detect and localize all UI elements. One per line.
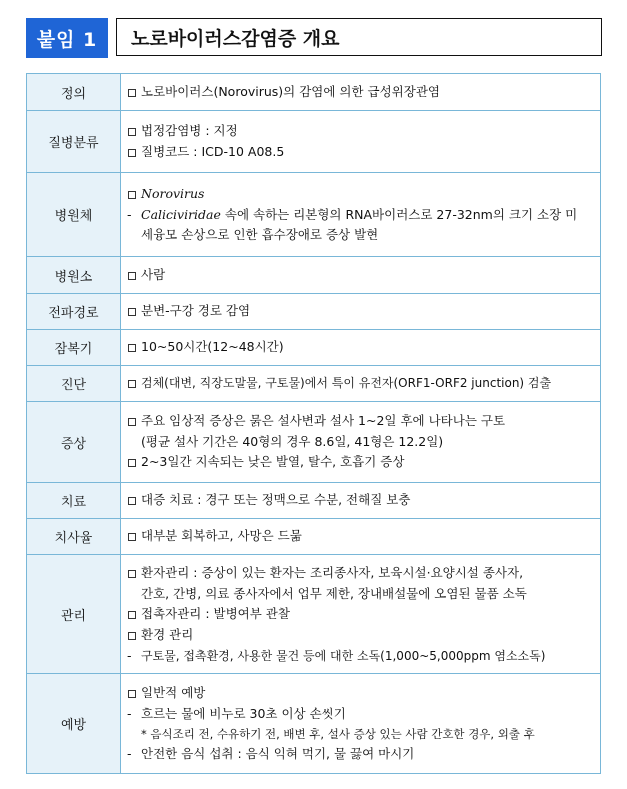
fatality-text: 대부분 회복하고, 사망은 드묾 xyxy=(141,528,302,543)
checkbox-bullet-icon xyxy=(127,337,141,358)
disease-code-text: 질병코드 : ICD-10 A08.5 xyxy=(141,143,285,159)
pathogen-name: Norovirus xyxy=(141,186,205,201)
checkbox-bullet-icon xyxy=(127,683,141,704)
incubation-text: 10~50시간(12~48시간) xyxy=(141,339,284,354)
row-classification xyxy=(27,111,601,173)
attachment-badge: 붙임 1 xyxy=(26,18,108,58)
patient-management-text: 환자관리 : 증상이 있는 환자는 조리종사자, 보육시설·요양시설 종사자, xyxy=(141,564,524,580)
row-treatment xyxy=(27,483,601,519)
row-label: 병원체 xyxy=(27,173,121,257)
handwashing-text: 흐르는 물에 비누로 30초 이상 손씻기 xyxy=(141,706,346,721)
row-label: 질병분류 xyxy=(27,111,121,173)
reservoir-text: 사람 xyxy=(141,266,166,282)
pathogen-description-cont: 세융모 손상으로 인한 흡수장애로 증상 발현 xyxy=(141,227,379,242)
diagnosis-text: 검체(대변, 직장도말물, 구토물)에서 특이 유전자(ORF1-ORF2 junction) 검출 xyxy=(141,376,552,390)
row-content xyxy=(121,674,601,774)
row-label: 병원소 xyxy=(27,257,121,294)
row-label: 예방 xyxy=(27,674,121,774)
row-content xyxy=(121,330,601,366)
checkbox-bullet-icon xyxy=(127,373,141,394)
disinfection-text: 구토물, 접촉환경, 사용한 물건 등에 대한 소독(1,000~5,000ppm 염소소독) xyxy=(141,648,546,663)
row-content xyxy=(121,294,601,330)
checkbox-bullet-icon xyxy=(127,625,141,646)
row-fatality xyxy=(27,519,601,555)
page-title xyxy=(116,18,602,56)
safe-food-text: 안전한 음식 섭취 : 음식 익혀 먹기, 물 끓여 마시기 xyxy=(141,746,415,761)
row-content xyxy=(121,173,601,257)
legal-status-text: 법정감염병 : 지정 xyxy=(141,122,238,138)
environment-management-text: 환경 관리 xyxy=(141,626,194,642)
row-label: 증상 xyxy=(27,402,121,483)
checkbox-bullet-icon xyxy=(127,82,141,103)
symptoms-duration-text: (평균 설사 기간은 40형의 경우 8.6일, 41형은 12.2일) xyxy=(141,434,444,449)
patient-management-cont: 간호, 간병, 의료 종사자에서 업무 제한, 장내배설물에 오염된 물품 소독 xyxy=(141,585,527,601)
row-symptoms xyxy=(27,402,601,483)
row-reservoir xyxy=(27,257,601,294)
contact-management-text: 접촉자관리 : 발병여부 관찰 xyxy=(141,605,290,621)
definition-text: 노로바이러스(Norovirus)의 감염에 의한 급성위장관염 xyxy=(141,83,440,99)
pathogen-description: 속에 속하는 리본형의 RNA바이러스로 27-32nm의 크기 소장 미 xyxy=(220,207,578,222)
checkbox-bullet-icon xyxy=(127,452,141,473)
dash-bullet: - xyxy=(127,706,132,721)
row-definition xyxy=(27,74,601,111)
row-content xyxy=(121,519,601,555)
dash-bullet: - xyxy=(127,207,132,222)
row-content xyxy=(121,483,601,519)
row-content xyxy=(121,111,601,173)
checkbox-bullet-icon xyxy=(127,301,141,322)
checkbox-bullet-icon xyxy=(127,184,141,205)
row-content xyxy=(121,257,601,294)
overview-table xyxy=(26,73,601,774)
row-content xyxy=(121,555,601,674)
checkbox-bullet-icon xyxy=(127,526,141,547)
general-prevention-text: 일반적 예방 xyxy=(141,685,206,700)
row-management xyxy=(27,555,601,674)
checkbox-bullet-icon xyxy=(127,142,141,163)
row-label: 관리 xyxy=(27,555,121,674)
checkbox-bullet-icon xyxy=(127,604,141,625)
symptoms-extra-text: 2~3일간 지속되는 낮은 발열, 탈수, 호흡기 증상 xyxy=(141,454,405,469)
checkbox-bullet-icon xyxy=(127,490,141,511)
row-incubation xyxy=(27,330,601,366)
checkbox-bullet-icon xyxy=(127,563,141,584)
dash-bullet: - xyxy=(127,746,132,761)
title-text: 노로바이러스감염증 개요 xyxy=(131,27,340,50)
row-transmission xyxy=(27,294,601,330)
transmission-text: 분변-구강 경로 감염 xyxy=(141,303,251,318)
row-label: 치사율 xyxy=(27,519,121,555)
row-pathogen xyxy=(27,173,601,257)
row-label: 전파경로 xyxy=(27,294,121,330)
row-content xyxy=(121,74,601,111)
checkbox-bullet-icon xyxy=(127,121,141,142)
row-diagnosis xyxy=(27,366,601,402)
symptoms-text: 주요 임상적 증상은 묽은 설사변과 설사 1~2일 후에 나타나는 구토 xyxy=(141,413,506,428)
overview-table-wrap xyxy=(26,73,601,774)
row-content xyxy=(121,402,601,483)
checkbox-bullet-icon xyxy=(127,411,141,432)
family-name: Caliciviridae xyxy=(141,207,221,222)
handwashing-note-text: * 음식조리 전, 수유하기 전, 배변 후, 설사 증상 있는 사람 간호한 경우, 외출 후 xyxy=(141,727,535,741)
checkbox-bullet-icon xyxy=(127,265,141,286)
row-label: 정의 xyxy=(27,74,121,111)
treatment-text: 대증 치료 : 경구 또는 정맥으로 수분, 전해질 보충 xyxy=(141,492,411,507)
row-label: 잠복기 xyxy=(27,330,121,366)
row-content xyxy=(121,366,601,402)
page-header xyxy=(26,18,604,58)
row-prevention xyxy=(27,674,601,774)
dash-bullet: - xyxy=(127,647,132,663)
row-label: 진단 xyxy=(27,366,121,402)
row-label: 치료 xyxy=(27,483,121,519)
